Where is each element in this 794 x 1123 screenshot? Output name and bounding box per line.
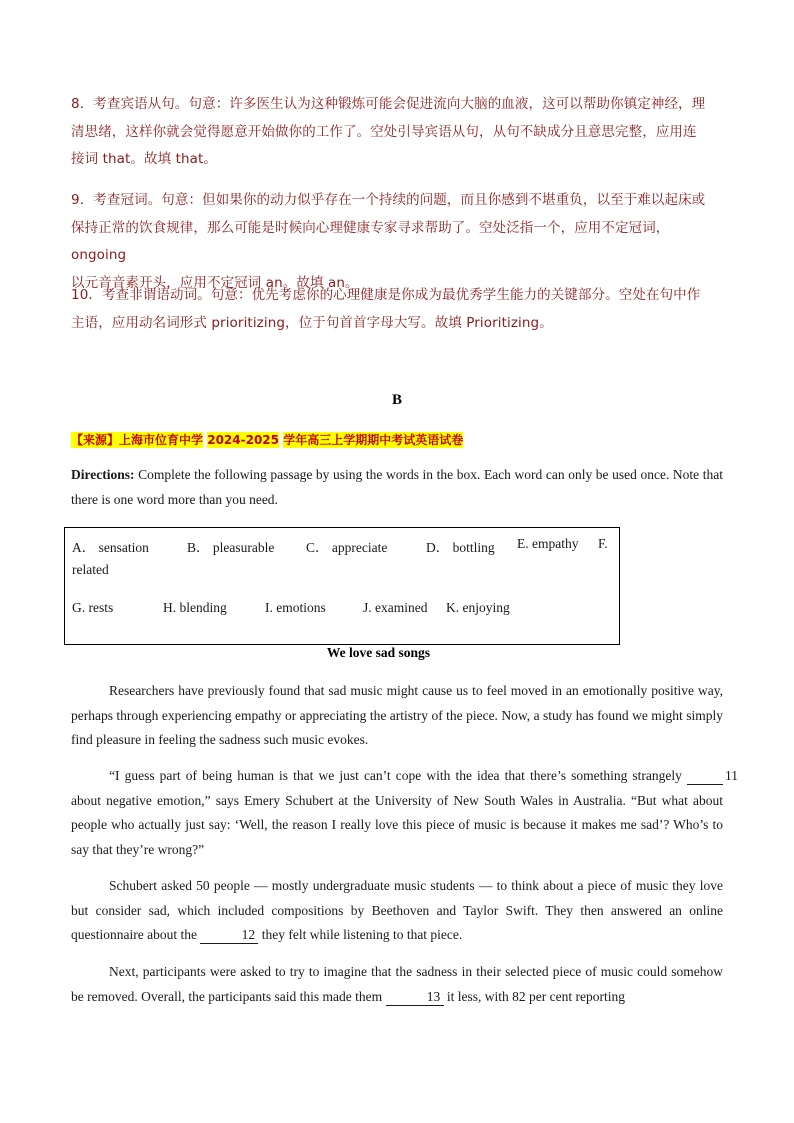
option-h: H. blending bbox=[163, 600, 227, 615]
blank-12: 12 bbox=[200, 927, 258, 944]
paragraph-4-part-1: Next, participants were asked to try to imagine that the sadness in their selected piece of music could somehow be removed. Overall, the participants said this made them bbox=[71, 964, 723, 1004]
paragraph-2-part-1: “I guess part of being human is that we just can’t cope with the idea that there’s something strangely bbox=[109, 768, 687, 783]
paragraph-1-text: Researchers have previously found that sad music might cause us to feel moved in an emotionally positive way, perhaps through experiencing empathy or appreciating the artistry of the piece. Now, a study has found we might simply find pleasure in feeling the sadness such music evokes. bbox=[71, 683, 723, 747]
answer-9-line-1: 9．考查冠词。句意：但如果你的动力似乎存在一个持续的问题，而且你感到不堪重负，以至于难以起床或 bbox=[71, 192, 706, 208]
passage-paragraph-2 bbox=[71, 764, 738, 862]
answer-explanation-10 bbox=[71, 282, 723, 337]
answer-9-line-3: 以元音音素开头，应用不定冠词 an。故填 an。 bbox=[71, 274, 359, 291]
source-line bbox=[71, 431, 463, 448]
source-school: 上海市位育中学 bbox=[119, 433, 204, 447]
paragraph-3-part-2: they felt while listening to that piece. bbox=[258, 927, 463, 942]
option-f: F. bbox=[598, 536, 608, 551]
option-g: G. rests bbox=[72, 600, 114, 615]
blank-13: 13 bbox=[386, 989, 444, 1006]
option-a: A． sensation bbox=[72, 540, 149, 555]
option-f-word: related bbox=[72, 562, 109, 577]
passage-title: We love sad songs bbox=[326, 645, 431, 660]
option-b: B． pleasurable bbox=[187, 540, 275, 555]
option-i: I. emotions bbox=[265, 600, 326, 615]
option-d: D． bottling bbox=[426, 540, 495, 555]
answer-explanation-8 bbox=[71, 91, 723, 174]
source-rest: 学年高三上学期期中考试英语试卷 bbox=[283, 433, 464, 447]
source-bracket: 【来源】 bbox=[71, 433, 120, 447]
word-box bbox=[64, 527, 620, 645]
answer-8-line-1: 8．考查宾语从句。句意：许多医生认为这种锻炼可能会促进流向大脑的血液，这可以帮助你镇定神经，理 bbox=[71, 96, 706, 112]
answer-10-line-2: 主语，应用动名词形式 prioritizing，位于句首首字母大写。故填 Prioritizing。 bbox=[71, 314, 553, 331]
answer-8-line-2: 清思绪，这样你就会觉得愿意开始做你的工作了。空处引导宾语从句，从句不缺成分且意思完整，应用连 bbox=[71, 123, 697, 140]
answer-8-line-3: 接词 that。故填 that。 bbox=[71, 151, 218, 167]
answer-9-line-2: 保持正常的饮食规律，那么可能是时候向心理健康专家寻求帮助了。空处泛指一个，应用不定冠词，ongoing bbox=[71, 219, 670, 263]
passage-paragraph-3 bbox=[71, 874, 723, 948]
directions-label: Directions: bbox=[71, 467, 135, 482]
option-c: C． appreciate bbox=[306, 540, 388, 555]
option-e: E. empathy bbox=[517, 536, 579, 551]
passage-paragraph-4 bbox=[71, 960, 723, 1009]
paragraph-4-part-2: it less, with 82 per cent reporting bbox=[443, 988, 625, 1004]
option-j: J. examined bbox=[363, 600, 428, 615]
directions-text: Complete the following passage by using the words in the box. Each word can only be used once. Note that there is one word more than you need. bbox=[71, 467, 723, 507]
paragraph-2-part-2: about negative emotion,” says Emery Schubert at the University of New South Wales in Australia. “But what about people who actually just say: ‘Well, the reason I really love this piece of music is because it makes me sad’? Who’s to say that they’re wrong?” bbox=[71, 792, 723, 857]
passage-paragraph-1 bbox=[71, 679, 723, 753]
directions bbox=[71, 463, 723, 512]
option-k: K. enjoying bbox=[446, 600, 510, 615]
paragraph-3-part-1: Schubert asked 50 people — mostly undergraduate music students — to think about a piece of music they love but consider sad, which included compositions by Beethoven and Taylor Swift. They then answered an online questionnaire about the bbox=[71, 878, 723, 942]
source-years: 2024-2025 bbox=[207, 433, 279, 447]
section-heading: B bbox=[391, 392, 402, 408]
answer-explanation-9 bbox=[71, 187, 723, 297]
blank-11: 11 bbox=[687, 768, 723, 785]
answer-10-line-1: 10．考查非谓语动词。句意：优先考虑你的心理健康是你成为最优秀学生能力的关键部分。空处在句中作 bbox=[71, 287, 701, 303]
